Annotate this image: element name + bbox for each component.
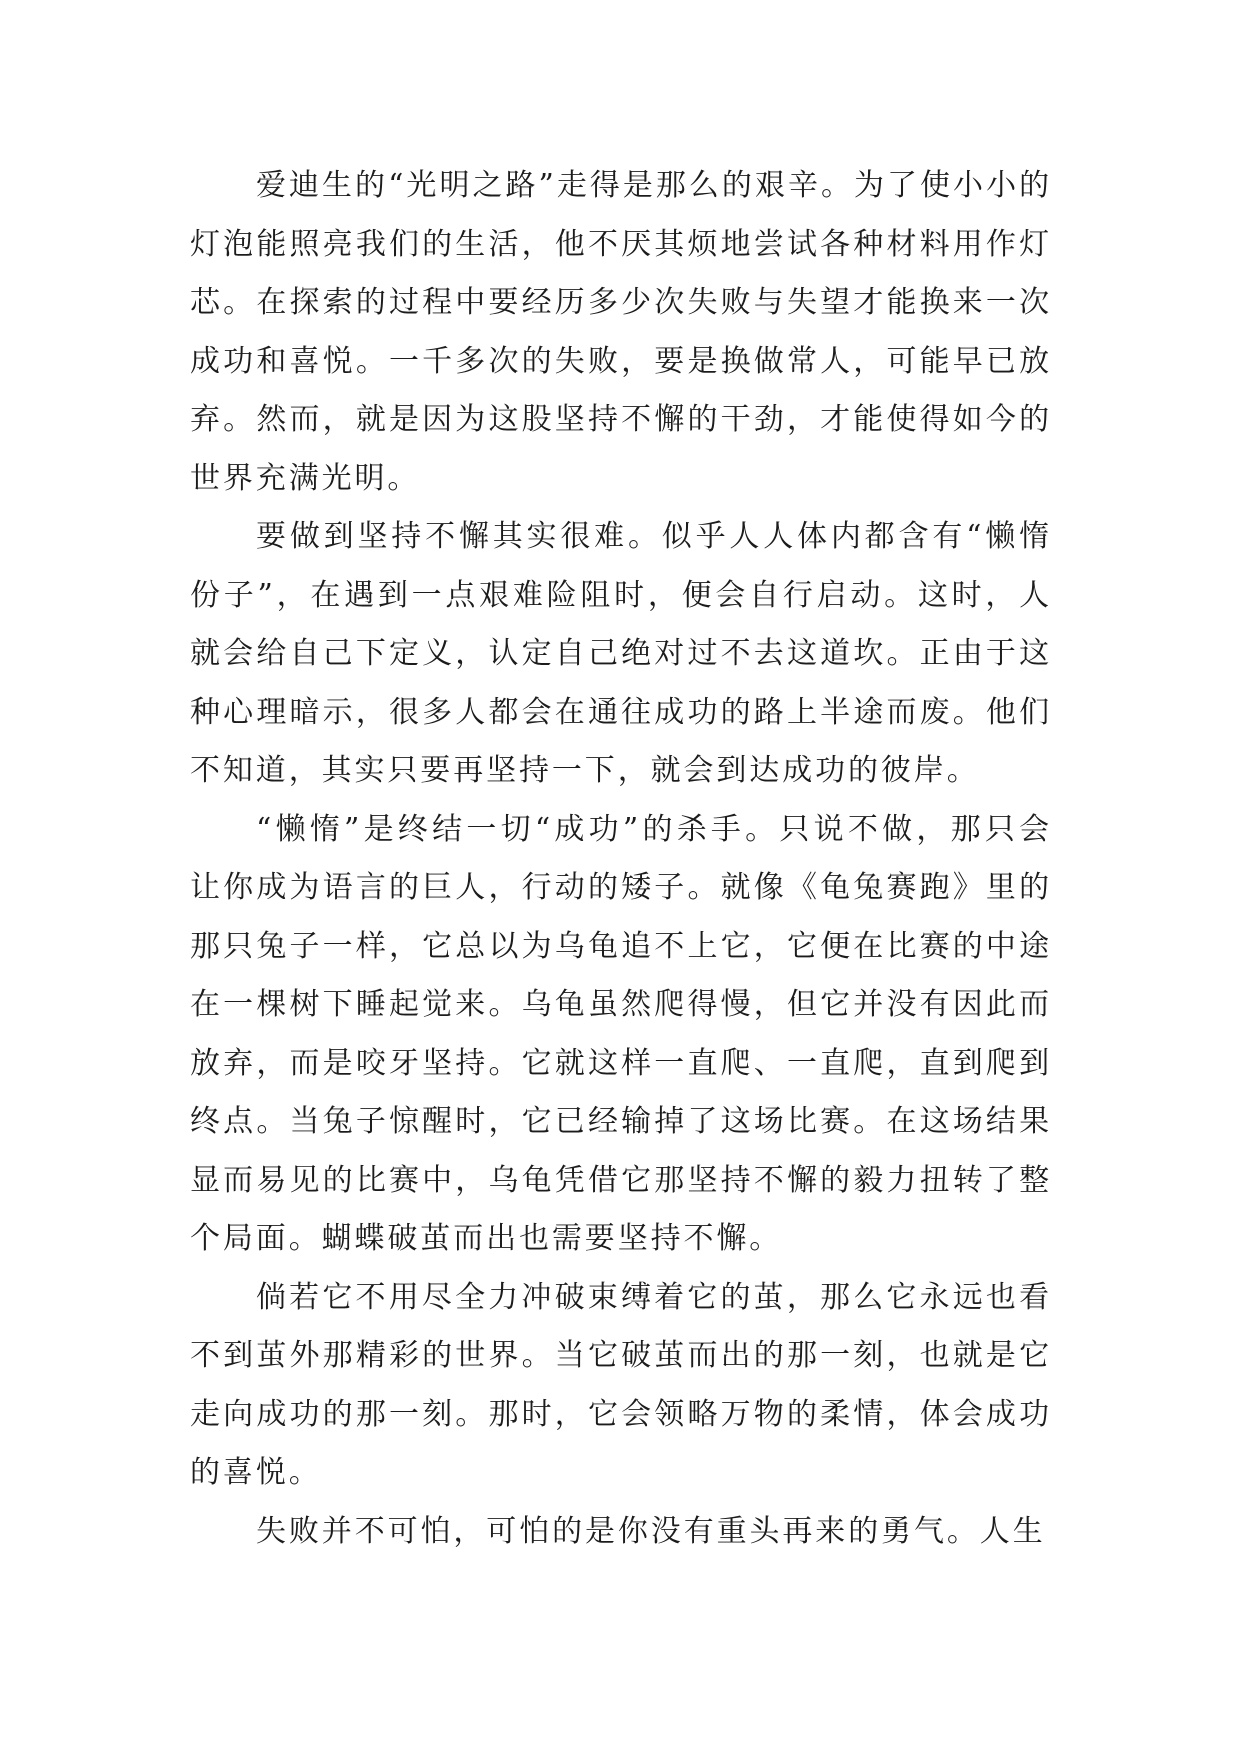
paragraph-edison: 爱迪生的“光明之路”走得是那么的艰辛。为了使小小的灯泡能照亮我们的生活，他不厌其烦地尝试各种材料用作灯芯。在探索的过程中要经历多少次失败与失望才能换来一次成功和喜悦。一千多次的失败，要是换做常人，可能早已放弃。然而，就是因为这股坚持不懈的干劲，才能使得如今的世界充满光明。 [190,168,1052,496]
paragraph-failure-courage: 失败并不可怕，可怕的是你没有重头再来的勇气。人生 [256,1513,1046,1549]
paragraph-butterfly-cocoon: 倘若它不用尽全力冲破束缚着它的茧，那么它永远也看不到茧外那精彩的世界。当它破茧而出的那一刻，也就是它走向成功的那一刻。那时，它会领略万物的柔情，体会成功的喜悦。 [190,1279,1052,1490]
paragraph-persistence-difficulty: 要做到坚持不懈其实很难。似乎人人体内都含有“懒惰份子”，在遇到一点艰难险阻时，便会自行启动。这时，人就会给自己下定义，认定自己绝对过不去这道坎。正由于这种心理暗示，很多人都会在通往成功的路上半途而废。他们不知道，其实只要再坚持一下，就会到达成功的彼岸。 [190,519,1052,788]
paragraph-laziness-tortoise-hare: “懒惰”是终结一切“成功”的杀手。只说不做，那只会让你成为语言的巨人，行动的矮子。就像《龟兔赛跑》里的那只兔子一样，它总以为乌龟追不上它，它便在比赛的中途在一棵树下睡起觉来。乌龟虽然爬得慢，但它并没有因此而放弃，而是咬牙坚持。它就这样一直爬、一直爬，直到爬到终点。当兔子惊醒时，它已经输掉了这场比赛。在这场结果显而易见的比赛中，乌龟凭借它那坚持不懈的毅力扭转了整个局面。蝴蝶破茧而出也需要坚持不懈。 [190,811,1052,1256]
essay-body [190,157,1052,1561]
